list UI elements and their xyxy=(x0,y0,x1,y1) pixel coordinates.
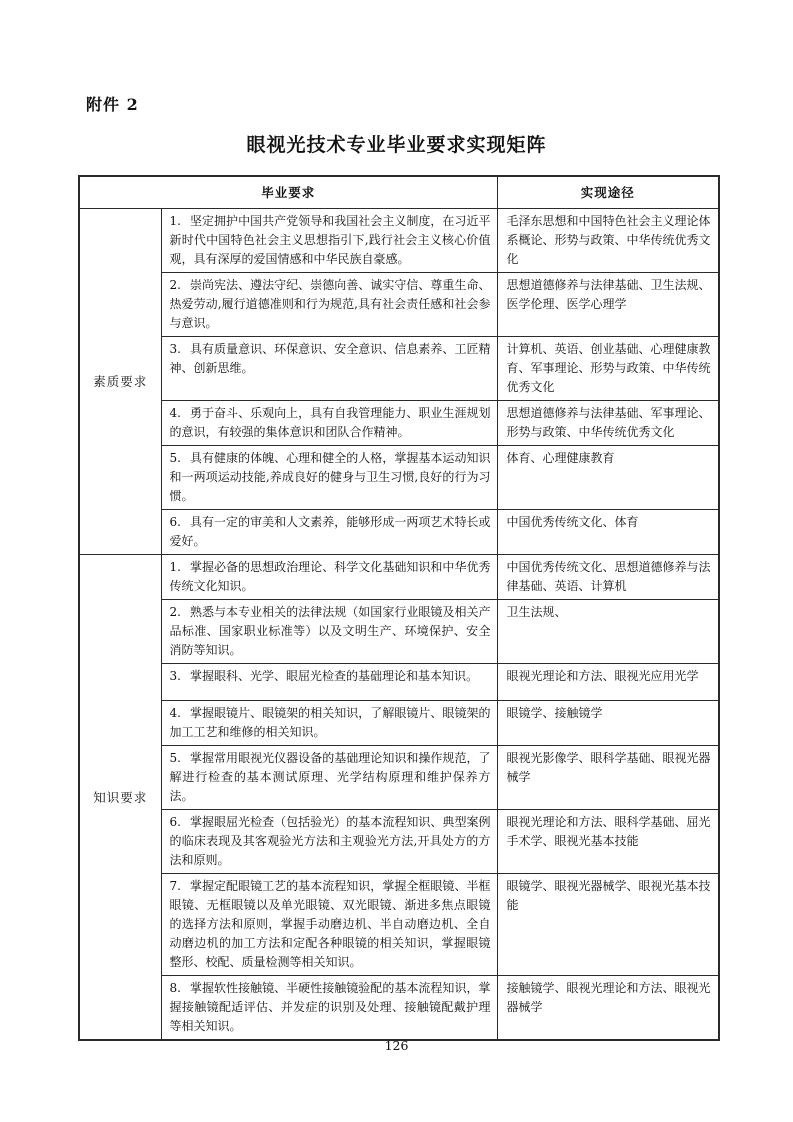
row-number: 2. xyxy=(169,278,181,292)
row-number: 3. xyxy=(169,669,181,683)
table-row xyxy=(79,209,719,273)
requirement-text: 具有一定的审美和人文素养，能够形成一两项艺术特长或爱好。 xyxy=(169,515,491,548)
group-label-quality: 素质要求 xyxy=(79,209,161,555)
page-title: 眼视光技术专业毕业要求实现矩阵 xyxy=(246,134,547,156)
requirement-cell xyxy=(161,664,497,701)
requirement-cell xyxy=(161,446,497,510)
requirement-text: 熟悉与本专业相关的法律法规（如国家行业眼镜及相关产品标准、国家职业标准等）以及文明生产、环境保护、安全消防等知识。 xyxy=(169,605,491,657)
requirement-text: 具有健康的体魄、心理和健全的人格，掌握基本运动知识和一两项运动技能,养成良好的健身与卫生习惯,良好的行为习惯。 xyxy=(169,451,491,503)
requirement-cell xyxy=(161,976,497,1041)
table-row xyxy=(79,273,719,337)
requirement-text: 掌握常用眼视光仪器设备的基础理论知识和操作规范，了解进行检查的基本测试原理、光学结构原理和维护保养方法。 xyxy=(169,751,491,803)
requirement-cell xyxy=(161,746,497,810)
table-row xyxy=(79,401,719,446)
row-number: 1. xyxy=(169,560,181,574)
requirement-text: 掌握眼屈光检查（包括验光）的基本流程知识、典型案例的临床表现及其客观验光方法和主观验光方法,开具处方的方法和原则。 xyxy=(169,815,491,867)
requirement-text: 崇尚宪法、遵法守纪、崇德向善、诚实守信、尊重生命、热爱劳动,履行道德准则和行为规范,具有社会责任感和社会参与意识。 xyxy=(169,278,491,330)
path-cell: 中国优秀传统文化、思想道德修养与法律基础、英语、计算机 xyxy=(497,555,719,600)
group-label-knowledge: 知识要求 xyxy=(79,555,161,1041)
row-number: 4. xyxy=(169,406,181,420)
requirement-cell xyxy=(161,337,497,401)
path-cell: 眼镜学、眼视光器械学、眼视光基本技能 xyxy=(497,874,719,976)
requirement-cell xyxy=(161,701,497,746)
row-number: 6. xyxy=(169,515,181,529)
row-number: 5. xyxy=(169,751,181,765)
path-cell: 毛泽东思想和中国特色社会主义理论体系概论、形势与政策、中华传统优秀文化 xyxy=(497,209,719,273)
row-number: 3. xyxy=(169,342,181,356)
requirement-cell xyxy=(161,510,497,555)
row-number: 7. xyxy=(169,879,181,893)
table-row xyxy=(79,810,719,874)
path-cell: 眼视光影像学、眼科学基础、眼视光器械学 xyxy=(497,746,719,810)
requirement-text: 坚定拥护中国共产党领导和我国社会主义制度，在习近平新时代中国特色社会主义思想指引下,践行社会主义核心价值观，具有深厚的爱国情感和中华民族自豪感。 xyxy=(169,214,491,266)
path-cell: 思想道德修养与法律基础、军事理论、形势与政策、中华传统优秀文化 xyxy=(497,401,719,446)
row-number: 6. xyxy=(169,815,181,829)
path-cell: 眼镜学、接触镜学 xyxy=(497,701,719,746)
requirement-text: 具有质量意识、环保意识、安全意识、信息素养、工匠精神、创新思维。 xyxy=(169,342,491,375)
requirement-text: 掌握软性接触镜、半硬性接触镜验配的基本流程知识，掌握接触镜配适评估、并发症的识别及处理、接触镜配戴护理等相关知识。 xyxy=(169,981,491,1033)
table-row xyxy=(79,874,719,976)
column-header-requirement: 毕业要求 xyxy=(79,176,497,209)
requirement-text: 掌握定配眼镜工艺的基本流程知识，掌握全框眼镜、半框眼镜、无框眼镜以及单光眼镜、双光眼镜、渐进多焦点眼镜的选择方法和原则，掌握手动磨边机、半自动磨边机、全自动磨边机的加工方法和定配各种眼镜的相关知识，掌握眼镜整形、校配、质量检测等相关知识。 xyxy=(169,879,491,969)
table-header-row xyxy=(79,176,719,209)
table-row xyxy=(79,976,719,1041)
requirement-text: 勇于奋斗、乐观向上，具有自我管理能力、职业生涯规划的意识，有较强的集体意识和团队合作精神。 xyxy=(169,406,491,439)
page-number: 126 xyxy=(384,1038,409,1053)
requirement-cell xyxy=(161,555,497,600)
path-cell: 眼视光理论和方法、眼科学基础、屈光手术学、眼视光基本技能 xyxy=(497,810,719,874)
path-cell: 计算机、英语、创业基础、心理健康教育、军事理论、形势与政策、中华传统优秀文化 xyxy=(497,337,719,401)
table-row xyxy=(79,600,719,664)
requirement-text: 掌握眼镜片、眼镜架的相关知识，了解眼镜片、眼镜架的加工工艺和维修的相关知识。 xyxy=(169,706,491,739)
table-row xyxy=(79,555,719,600)
requirement-cell xyxy=(161,600,497,664)
path-cell: 接触镜学、眼视光理论和方法、眼视光器械学 xyxy=(497,976,719,1041)
requirement-text: 掌握眼科、光学、眼屈光检查的基础理论和基本知识。 xyxy=(189,669,478,683)
requirement-cell xyxy=(161,209,497,273)
row-number: 2. xyxy=(169,605,181,619)
path-cell: 眼视光理论和方法、眼视光应用光学 xyxy=(497,664,719,701)
requirement-cell xyxy=(161,273,497,337)
attachment-label: 附件 2 xyxy=(86,95,139,114)
table-row xyxy=(79,746,719,810)
requirement-cell xyxy=(161,810,497,874)
row-number: 8. xyxy=(169,981,181,995)
table-row xyxy=(79,337,719,401)
path-cell: 中国优秀传统文化、体育 xyxy=(497,510,719,555)
path-cell: 卫生法规、 xyxy=(497,600,719,664)
path-cell: 体育、心理健康教育 xyxy=(497,446,719,510)
column-header-path: 实现途径 xyxy=(497,176,719,209)
table-row xyxy=(79,701,719,746)
table-row xyxy=(79,446,719,510)
row-number: 1. xyxy=(169,214,181,228)
table-row xyxy=(79,510,719,555)
requirement-cell xyxy=(161,874,497,976)
path-cell: 思想道德修养与法律基础、卫生法规、医学伦理、医学心理学 xyxy=(497,273,719,337)
requirements-matrix-table xyxy=(78,175,720,1041)
requirement-text: 掌握必备的思想政治理论、科学文化基础知识和中华优秀传统文化知识。 xyxy=(169,560,491,593)
row-number: 5. xyxy=(169,451,181,465)
requirement-cell xyxy=(161,401,497,446)
row-number: 4. xyxy=(169,706,181,720)
table-row xyxy=(79,664,719,701)
